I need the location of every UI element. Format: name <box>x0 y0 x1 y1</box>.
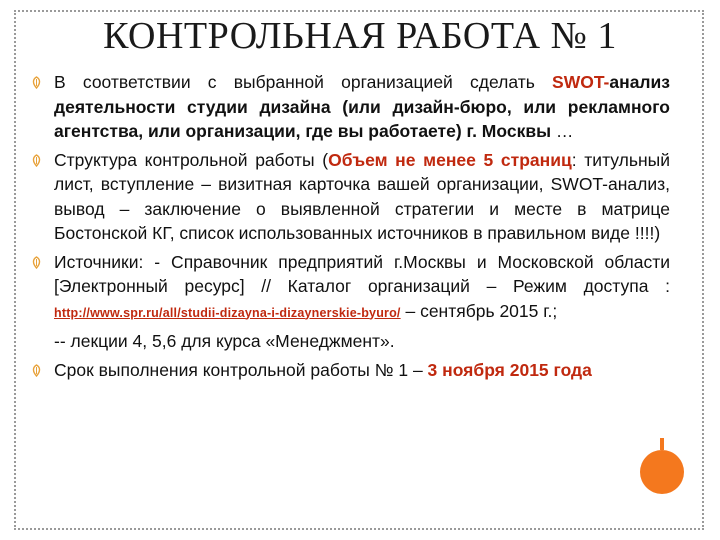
ellipsis: … <box>551 121 574 141</box>
bullet-text: : титульный лист, вступление – визитная карточка вашей организации, SWOT-анализ, вывод – заключение о выявленной стратегии и месте в матрице Бостонской КГ, список использованных источников в правильном виде !!!!) <box>54 149 670 243</box>
swot-highlight: SWOT- <box>552 72 610 92</box>
slide-title: КОНТРОЛЬНАЯ РАБОТА № 1 <box>103 15 617 57</box>
bullet-structure <box>30 148 670 246</box>
leaf-bullet-icon <box>30 364 43 377</box>
bullet-text: В соответствии с выбранной организацией сделать <box>54 72 553 92</box>
leaf-bullet-icon <box>30 154 43 167</box>
bullet-text: Срок выполнения контрольной работы № 1 – <box>54 359 428 380</box>
bullet-sources <box>30 250 670 326</box>
bullet-text: Структура контрольной работы ( <box>54 149 329 170</box>
deadline-highlight: 3 ноября 2015 года <box>427 359 592 380</box>
volume-highlight: Объем не менее 5 страниц <box>328 149 572 170</box>
lectures-line: -- лекции 4, 5,6 для курса «Менеджмент». <box>54 331 395 351</box>
bullet-text: Источники: - Справочник предприятий г.Москвы и Московской области [Электронный ресурс] // Каталог организаций – Режим доступа : <box>54 251 670 296</box>
slide-content <box>30 70 670 386</box>
bullet-deadline <box>30 358 670 383</box>
leaf-bullet-icon <box>30 256 43 269</box>
bullet-swot-task <box>30 70 670 144</box>
decor-circle <box>640 450 684 494</box>
leaf-bullet-icon <box>30 76 43 89</box>
bullet-bold-text: анализ деятельности студии дизайна (или дизайн-бюро, или рекламного агентства, или организации, где вы работаете) г. Москвы <box>54 72 670 141</box>
decor-line <box>660 438 664 450</box>
source-link[interactable]: http://www.spr.ru/all/studii-dizayna-i-dizaynerskie-byuro/ <box>54 305 401 320</box>
bullet-text: – сентябрь 2015 г.; <box>400 300 558 321</box>
